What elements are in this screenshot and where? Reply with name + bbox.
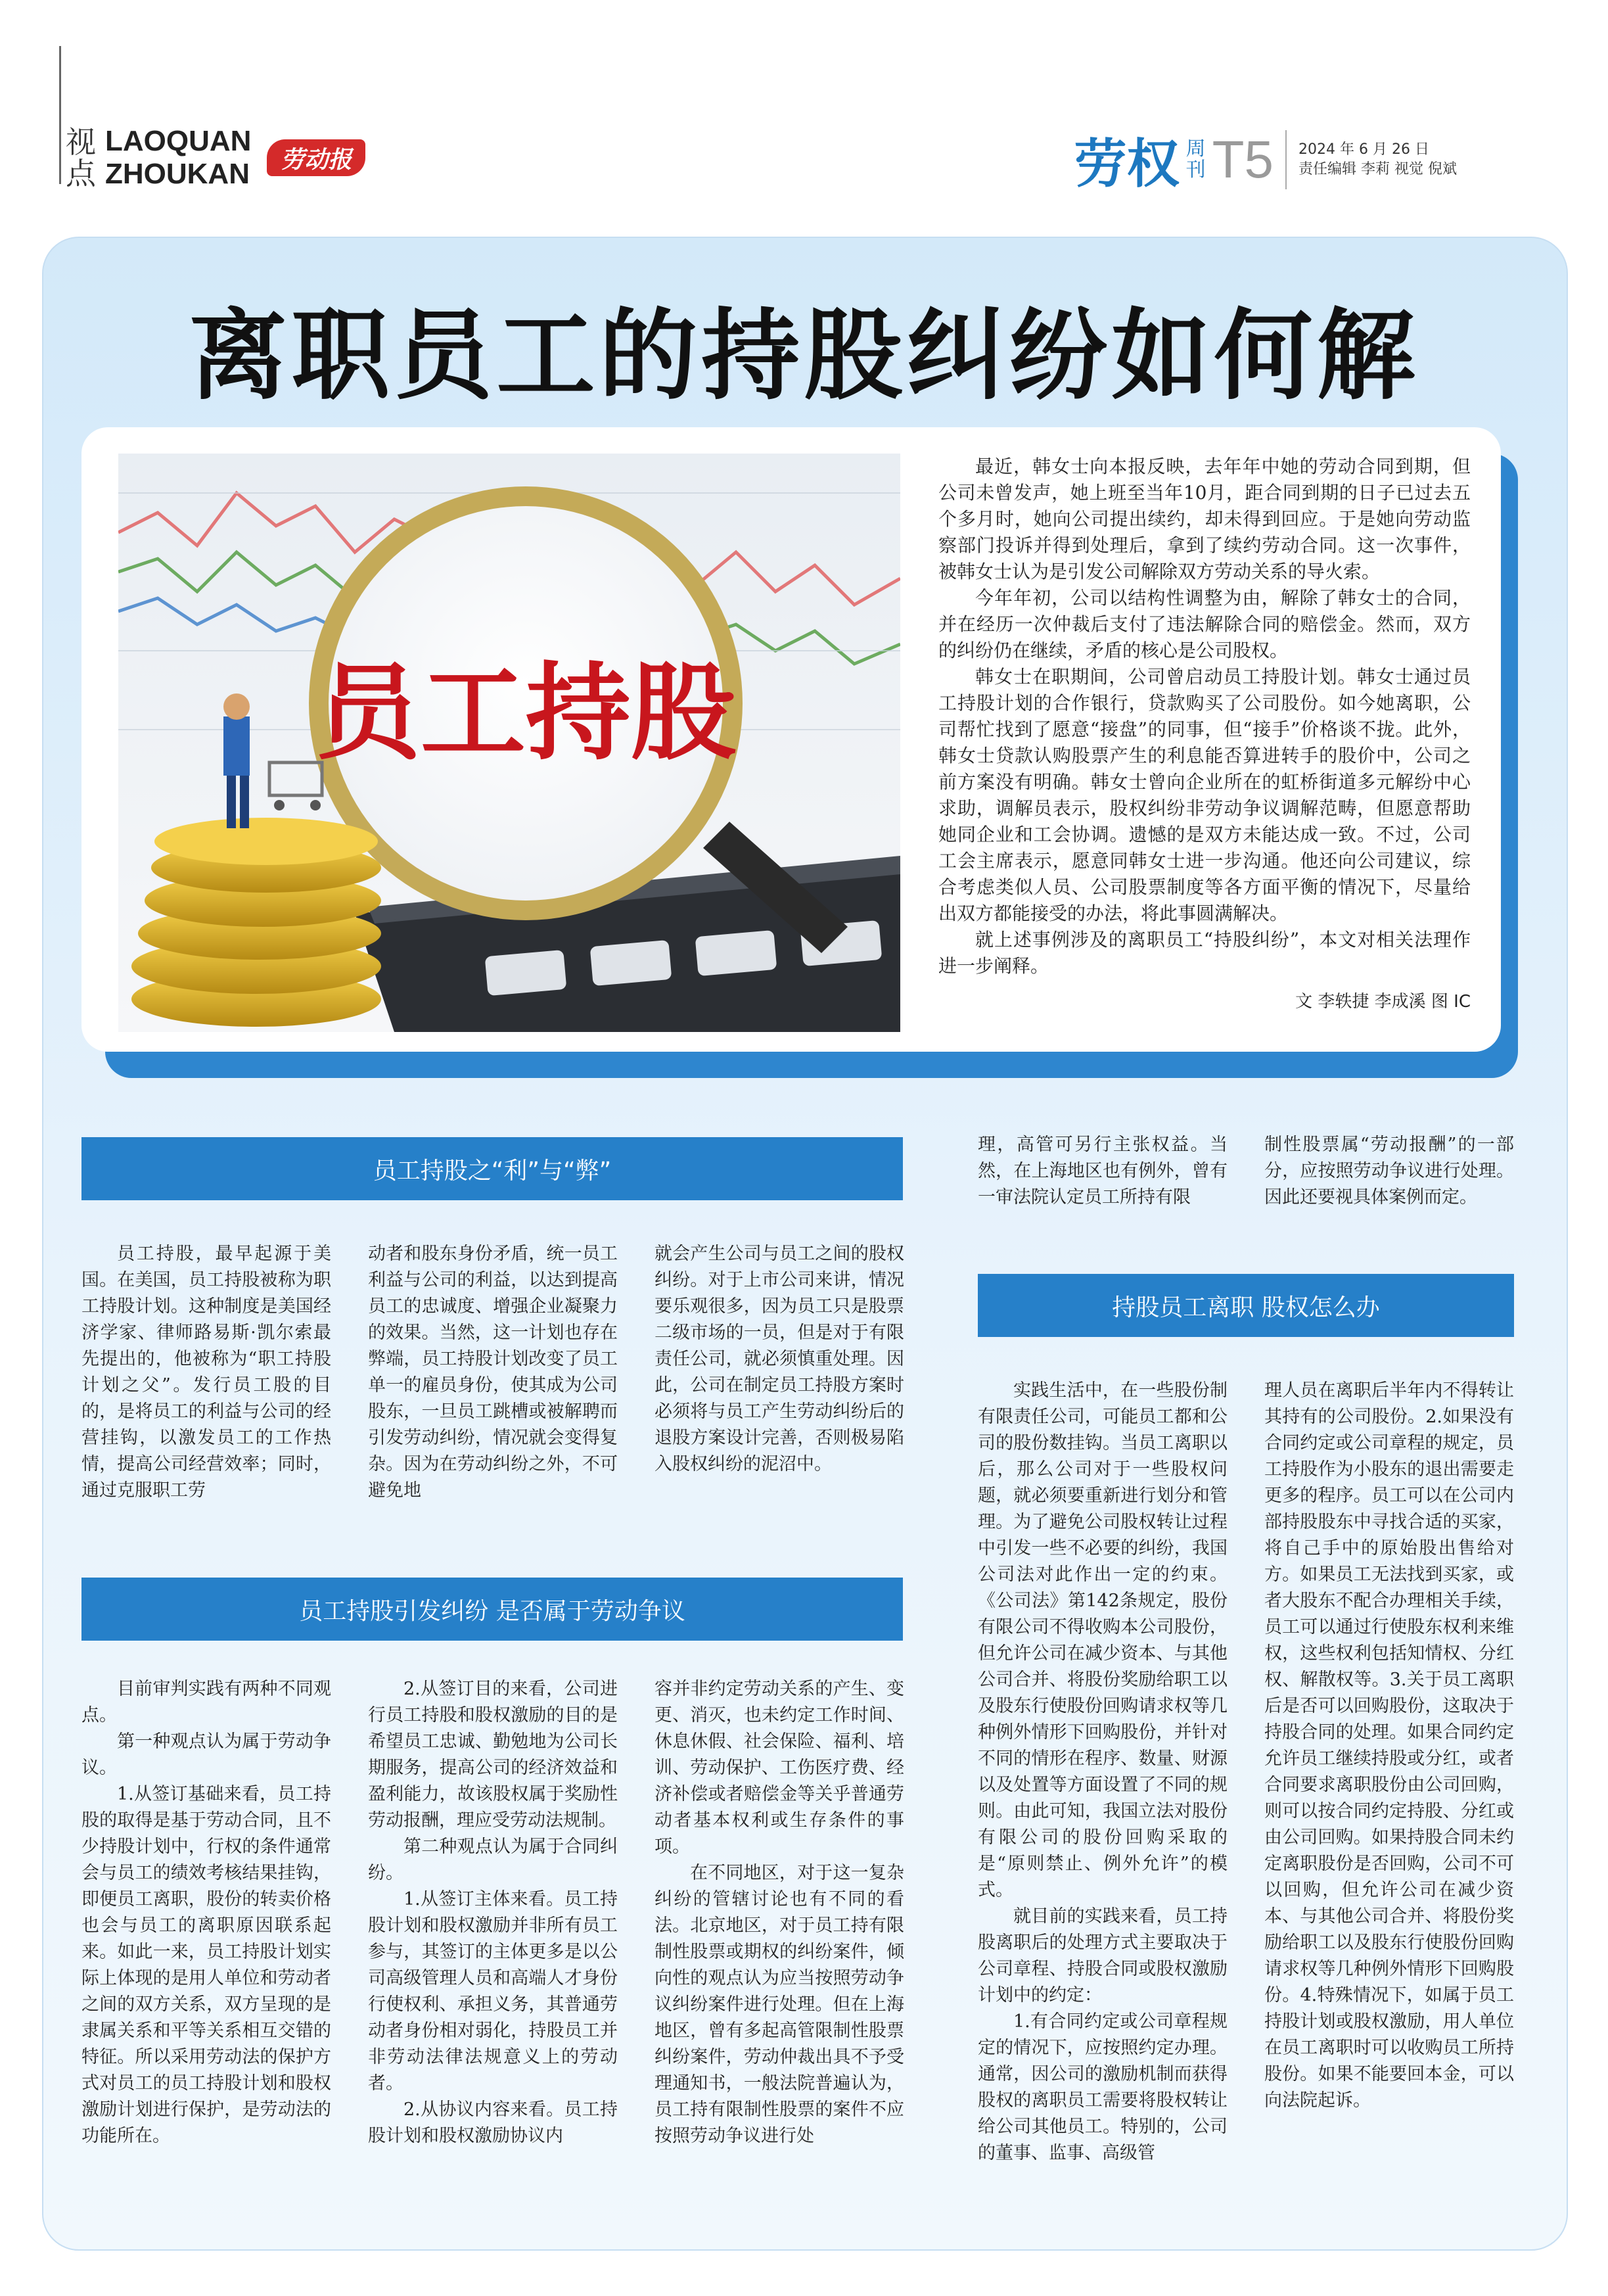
masthead-left bbox=[66, 125, 365, 191]
article-column: 员工持股，最早起源于美国。在美国，员工持股被称为职工持股计划。这种制度是美国经济学家、律师路易斯·凯尔索最先提出的，他被称为“职工持股计划之父”。发行员工股的目的，是将员工的利益与公司的经营挂钩，以激发员工的工作热情，提高公司经营效率；同时，通过克服职工劳 bbox=[81, 1244, 331, 1501]
brand-name: 劳权 bbox=[1074, 133, 1180, 195]
weekly-label: 周 刊 bbox=[1185, 137, 1206, 181]
magnifier-coins-calculator-icon bbox=[118, 454, 900, 1032]
intro-paragraph: 就上述事例涉及的离职员工“持股纠纷”，本文对相关法理作进一步阐释。 bbox=[938, 929, 1471, 977]
page-title: 离职员工的持股纠纷如何解 bbox=[189, 298, 1419, 413]
intro-paragraph: 今年年初，公司以结构性调整为由，解除了韩女士的合同，并在经历一次仲裁后支付了违法解除合同的赔偿金。然而，双方的纠纷仍在继续，矛盾的核心是公司股权。 bbox=[938, 587, 1471, 661]
section-name-cn: 视 点 bbox=[66, 124, 96, 191]
section-heading: 员工持股引发纠纷 是否属于劳动争议 bbox=[81, 1578, 903, 1641]
issue-date: 2024 年 6 月 26 日 bbox=[1298, 141, 1429, 158]
issue-meta bbox=[1298, 140, 1457, 179]
masthead-rule bbox=[59, 46, 61, 184]
section-name-en: LAOQUAN ZHOUKAN bbox=[105, 125, 252, 190]
section-heading: 持股员工离职 股权怎么办 bbox=[978, 1274, 1514, 1337]
intro-paragraph: 韩女士在职期间，公司曾启动员工持股计划。韩女士通过员工持股计划的合作银行，贷款购买了公司股份。如今她离职，公司帮忙找到了愿意“接盘”的同事，但“接手”价格谈不拢。此外，韩女士贷款认购股票产生的利息能否算进转手的股价中，公司之前方案没有明确。韩女士曾向企业所在的虹桥街道多元解纷中心求助，调解员表示，股权纠纷非劳动争议调解范畴，但愿意帮助她同企业和工会协调。遗憾的是双方未能达成一致。不过，公司工会主席表示，愿意同韩女士进一步沟通。他还向公司建议，综合考虑类似人员、公司股票制度等各方面平衡的情况下，尽量给出双方都能接受的办法，将此事圆满解决。 bbox=[938, 666, 1471, 924]
lead-photo bbox=[118, 454, 900, 1032]
intro-paragraph: 最近，韩女士向本报反映，去年年中她的劳动合同到期，但公司未曾发声，她上班至当年10月，距合同到期的日子已过去五个多月时，她向公司提出续约，却未得到回应。于是她向劳动监察部门投诉并得到处理后，拿到了续约劳动合同。这一次事件，被韩女士认为是引发公司解除双方劳动关系的导火索。 bbox=[938, 456, 1471, 582]
page-number: T5 bbox=[1212, 129, 1274, 189]
article-column: 制性股票属“劳动报酬”的一部分，应按照劳动争议进行处理。因此还要视具体案例而定。 bbox=[1264, 1135, 1514, 1207]
article-column: 容并非约定劳动关系的产生、变更、消灭，也未约定工作时间、休息休假、社会保险、福利、培训、劳动保护、工伤医疗费、经济补偿或者赔偿金等关乎普通劳动者基本权利或生存条件的事项。 在不同地区，对于这一复杂纠纷的管辖讨论也有不同的看法。北京地区，对于员工持有限制性股票或期权的纠纷案件，倾向性的观点认为应当按照劳动争议纠纷案件进行处理。但在上海地区，曾有多起高管限制性股票纠纷案件，劳动仲裁出具不予受理通知书，一般法院普遍认为，员工持有限制性股票的案件不应按照劳动争议进行处 bbox=[655, 1679, 904, 2146]
article-column: 实践生活中，在一些股份制有限责任公司，可能员工都和公司的股份数挂钩。当员工离职以后，那么公司对于一些股权问题，就必须要重新进行划分和管理。为了避免公司股权转让过程中引发一些不必要的纠纷，我国公司法对此作出一定的约束。《公司法》第142条规定，股份有限公司不得收购本公司股份，但允许公司在减少资本、与其他公司合并、将股份奖励给职工以及股东行使股份回购请求权等几种例外情形下回购股份，并针对不同的情形在程序、数量、财源以及处置等方面设置了不同的规则。由此可知，我国立法对股份有限公司的股份回购采取的是“原则禁止、例外允许”的模式。 就目前的实践来看，员工持股离职后的处理方式主要取决于公司章程、持股合同或股权激励计划中的约定： 1.有合同约定或公司章程规定的情况下，应按照约定办理。通常，因公司的激励机制而获得股权的离职员工需要将股权转让给公司其他员工。特别的，公司的董事、监事、高级管 bbox=[978, 1380, 1228, 2163]
article-column: 就会产生公司与员工之间的股权纠纷。对于上市公司来讲，情况要乐观很多，因为员工只是股票二级市场的一员，但是对于有限责任公司，就必须慎重处理。因此，公司在制定员工持股方案时必须将与员工产生劳动纠纷后的退股方案设计完善，否则极易陷入股权纠纷的泥沼中。 bbox=[655, 1244, 904, 1474]
editor-credits: 责任编辑 李莉 视觉 倪斌 bbox=[1298, 160, 1457, 177]
lead-intro bbox=[938, 454, 1471, 1015]
masthead-divider bbox=[1285, 130, 1287, 189]
article-column: 动者和股东身份矛盾，统一员工利益与公司的利益，以达到提高员工的忠诚度、增强企业凝聚力的效果。当然，这一计划也存在弊端，员工持股计划改变了员工单一的雇员身份，使其成为公司股东，一旦员工跳槽或被解聘而引发劳动纠纷，情况就会变得复杂。因为在劳动纠纷之外，不可避免地 bbox=[368, 1244, 618, 1501]
article-column: 理，高管可另行主张权益。当然，在上海地区也有例外，曾有一审法院认定员工所持有限 bbox=[978, 1135, 1228, 1207]
article-column: 目前审判实践有两种不同观点。 第一种观点认为属于劳动争议。 1.从签订基础来看，员工持股的取得是基于劳动合同，且不少持股计划中，行权的条件通常会与员工的绩效考核结果挂钩，即便员工离职，股份的转卖价格也会与员工的离职原因联系起来。如此一来，员工持股计划实际上体现的是用人单位和劳动者之间的双方关系，双方呈现的是隶属关系和平等关系相互交错的特征。所以采用劳动法的保护方式对员工的员工持股计划和股权激励计划进行保护，是劳动法的功能所在。 bbox=[81, 1679, 331, 2146]
lens-text: 员工持股 bbox=[315, 651, 737, 774]
article-column: 理人员在离职后半年内不得转让其持有的公司股份。2.如果没有合同约定或公司章程的规定，员工持股作为小股东的退出需要走更多的程序。员工可以在公司内部持股股东中寻找合适的买家，将自己手中的原始股出售给对方。如果员工无法找到买家，或者大股东不配合办理相关手续，员工可以通过行使股东权利来维权，这些权利包括知情权、分红权、解散权等。3.关于员工离职后是否可以回购股份，这取决于持股合同的处理。如果合同约定允许员工继续持股或分红，或者合同要求离职股份由公司回购，则可以按合同约定持股、分红或由公司回购。如果持股合同未约定离职股份是否回购，公司不可以回购，但允许公司在减少资本、与其他公司合并、将股份奖励给职工以及股东行使股份回购请求权等几种例外情形下回购股份。4.特殊情况下，如属于员工持股计划或股权激励，用人单位在员工离职时可以收购员工所持股份。如果不能要回本金，可以向法院起诉。 bbox=[1264, 1380, 1514, 2111]
section-heading: 员工持股之“利”与“弊” bbox=[81, 1137, 903, 1200]
article-column: 2.从签订目的来看，公司进行员工持股和股权激励的目的是希望员工忠诚、勤勉地为公司长期服务，提高公司的经济效益和盈利能力，故该股权属于奖励性劳动报酬，理应受劳动法规制。 第二种观点认为属于合同纠纷。 1.从签订主体来看。员工持股计划和股权激励并非所有员工参与，其签订的主体更多是以公司高级管理人员和高端人才身份行使权利、承担义务，其普通劳动者身份相对弱化，持股员工并非劳动法律法规意义上的劳动者。 2.从协议内容来看。员工持股计划和股权激励协议内 bbox=[368, 1679, 618, 2146]
newspaper-logo: 劳动报 bbox=[267, 139, 365, 176]
byline: 文 李轶捷 李成溪 图 IC bbox=[1295, 992, 1471, 1012]
masthead-right bbox=[1074, 122, 1457, 197]
